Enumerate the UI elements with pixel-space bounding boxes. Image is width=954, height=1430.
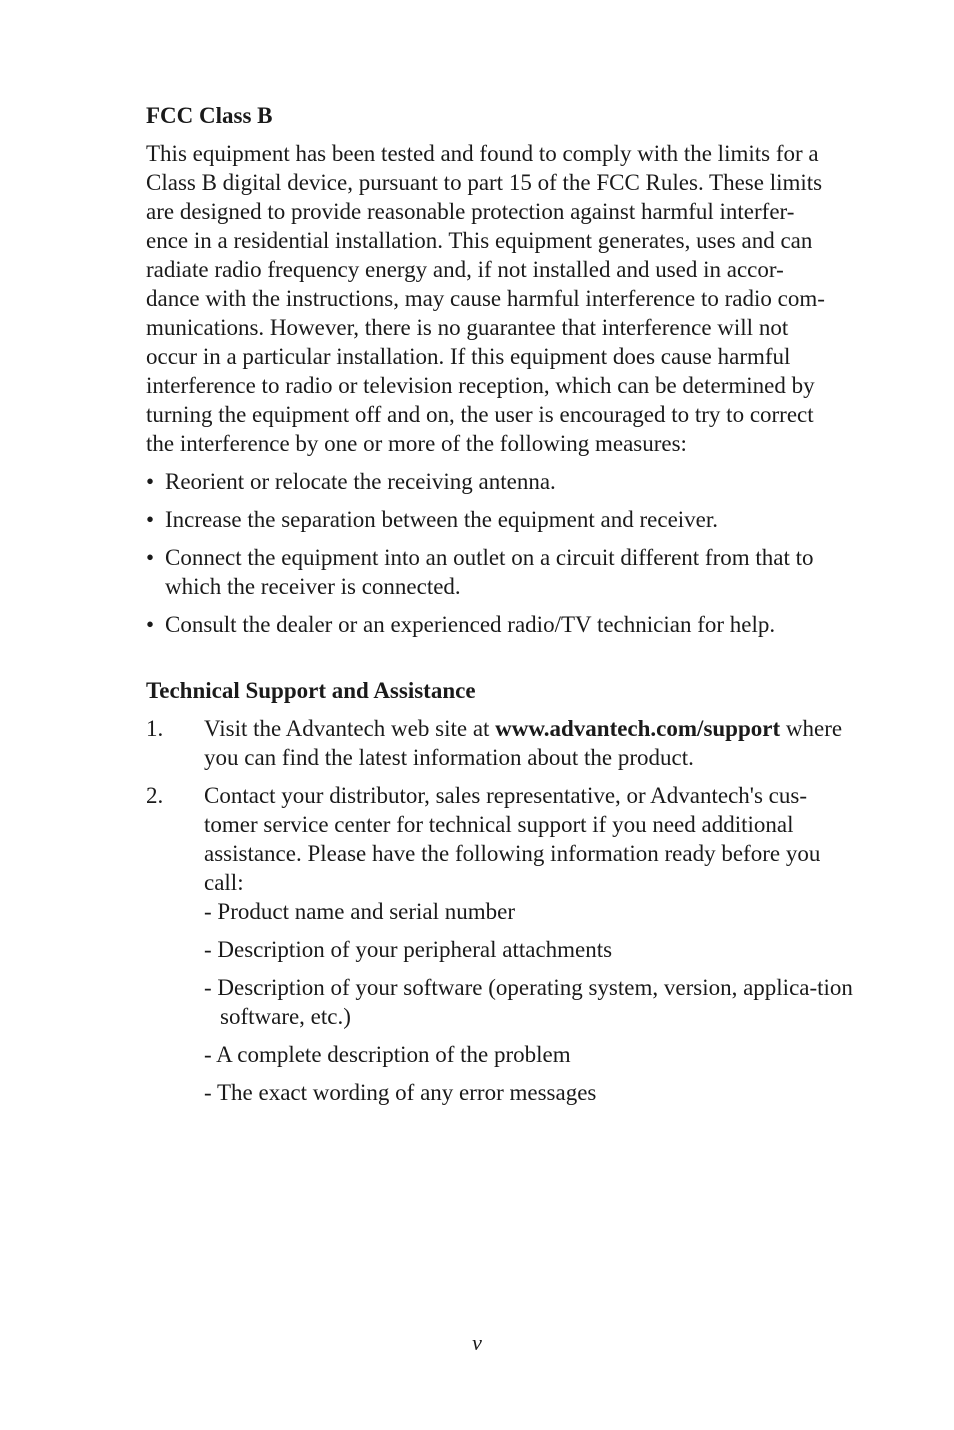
- list-item: [204, 1040, 858, 1069]
- support-step-1: [146, 714, 858, 772]
- measure-text: Increase the separation between the equipment and receiver.: [165, 507, 719, 532]
- bullet-icon: •: [146, 507, 155, 532]
- fcc-body-paragraph: [146, 139, 858, 458]
- fcc-body-line: are designed to provide reasonable protection against harmful interfer-: [146, 199, 795, 224]
- list-item: [146, 543, 858, 601]
- measure-text: Consult the dealer or an experienced radio/TV technician for help.: [165, 612, 776, 637]
- fcc-body-line: the interference by one or more of the following measures:: [146, 431, 687, 456]
- fcc-body-line: Class B digital device, pursuant to part 15 of the FCC Rules. These limits: [146, 170, 823, 195]
- fcc-body-line: This equipment has been tested and found to comply with the limits for a: [146, 141, 819, 166]
- bullet-icon: •: [146, 545, 155, 570]
- fcc-body-line: munications. However, there is no guarantee that interference will not: [146, 315, 789, 340]
- measure-text: Reorient or relocate the receiving antenna.: [165, 469, 556, 494]
- step-number: 1.: [146, 716, 164, 741]
- fcc-body-line: radiate radio frequency energy and, if not installed and used in accor-: [146, 257, 784, 282]
- list-item: [146, 467, 858, 496]
- document-page: [146, 100, 858, 1116]
- step-text: Contact your distributor, sales representative, or Advantech's cus-tomer service center for technical support if you need additional assistance. Please have the following information ready before you call:: [204, 783, 821, 895]
- fcc-body-line: interference to radio or television reception, which can be determined by: [146, 373, 815, 398]
- checklist-item: - Description of your software (operating system, version, applica-tion software, etc.): [204, 975, 853, 1029]
- checklist-item: - A complete description of the problem: [204, 1042, 571, 1067]
- list-item: [204, 897, 858, 926]
- support-url-link[interactable]: www.advantech.com/support: [495, 716, 781, 741]
- fcc-measures-list: [146, 467, 858, 639]
- support-heading: Technical Support and Assistance: [146, 678, 476, 703]
- fcc-body-line: occur in a particular installation. If this equipment does cause harmful: [146, 344, 791, 369]
- fcc-body-line: ence in a residential installation. This equipment generates, uses and can: [146, 228, 813, 253]
- support-steps-list: [146, 714, 858, 1107]
- step-number: 2.: [146, 783, 164, 808]
- fcc-body-line: turning the equipment off and on, the user is encouraged to try to correct: [146, 402, 814, 427]
- checklist-item: - The exact wording of any error messages: [204, 1080, 597, 1105]
- page-number: v: [472, 1330, 482, 1355]
- list-item: [204, 935, 858, 964]
- step-text-before: Visit the Advantech web site at: [204, 716, 496, 741]
- fcc-body-line: dance with the instructions, may cause harmful interference to radio com-: [146, 286, 825, 311]
- checklist-item: - Product name and serial number: [204, 899, 516, 924]
- list-item: [146, 505, 858, 534]
- checklist-item: - Description of your peripheral attachments: [204, 937, 613, 962]
- list-item: [204, 1078, 858, 1107]
- list-item: [204, 973, 858, 1031]
- bullet-icon: •: [146, 612, 155, 637]
- measure-text: Connect the equipment into an outlet on a circuit different from that to which the receiver is connected.: [165, 545, 814, 599]
- step-text-after: where you can find the latest information about the product.: [204, 716, 843, 770]
- bullet-icon: •: [146, 469, 155, 494]
- support-step-2: [146, 781, 858, 1107]
- fcc-heading: FCC Class B: [146, 103, 273, 128]
- info-checklist: [204, 897, 858, 1107]
- list-item: [146, 610, 858, 639]
